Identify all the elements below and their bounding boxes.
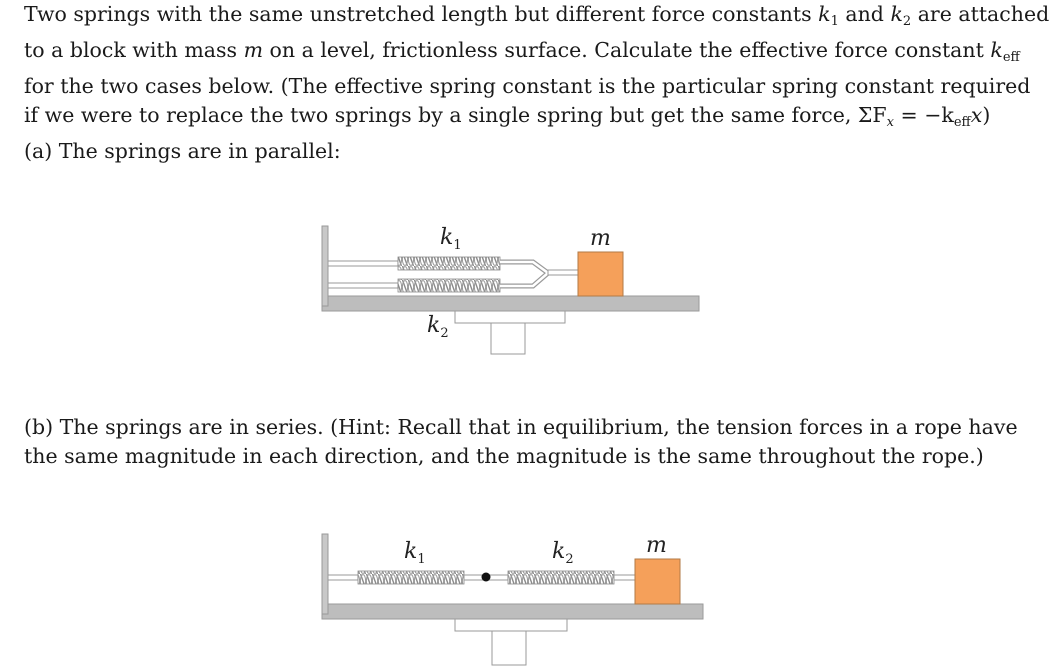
fig-a-wall	[322, 226, 328, 306]
fig-a-k1-label: $k_1$	[440, 225, 462, 253]
fig-a-spring-k1	[398, 257, 500, 270]
fig-b-junction-dot	[482, 573, 491, 582]
fig-a-spring-k2	[398, 279, 500, 292]
fig-a-connector	[500, 262, 548, 286]
intro-line-3: for the two cases below. (The effective spring constant is the particular spring constant required	[24, 74, 1031, 98]
fig-a-k2-label: $k_2$	[427, 313, 449, 341]
fig-a-table-top	[455, 311, 565, 323]
fig-b-table-leg	[492, 631, 526, 665]
fig-b-table-top	[455, 619, 567, 631]
fig-a-table-leg	[491, 323, 525, 354]
fig-b-block	[635, 559, 680, 604]
fig-b-rod	[328, 575, 358, 580]
fig-a-block	[578, 252, 623, 296]
fig-a-link	[548, 270, 578, 275]
fig-b-wall	[322, 534, 328, 614]
fig-a-rod-top	[328, 261, 398, 266]
figure-a-parallel	[322, 225, 699, 354]
fig-a-rod-bottom	[328, 283, 398, 288]
fig-b-mass-label: m	[646, 533, 667, 558]
fig-a-surface	[322, 296, 699, 311]
fig-a-mass-label: m	[590, 226, 611, 251]
intro-line-1: Two springs with the same unstretched length but different force constants $k_1$ and $k_2$ are attached	[24, 2, 1049, 29]
fig-b-surface	[322, 604, 703, 619]
fig-b-spring-k1	[358, 571, 464, 584]
figure-b-series	[322, 533, 703, 665]
intro-line-4: if we were to replace the two springs by a single spring but get the same force, $\Sigma F_x = -k_{eff}x$)	[24, 103, 991, 130]
fig-b-k1-label: $k_1$	[404, 539, 426, 567]
fig-b-spring-k2	[508, 571, 614, 584]
part-b-line-2: the same magnitude in each direction, and the magnitude is the same throughout the rope.)	[24, 444, 984, 468]
fig-b-link-2	[614, 575, 635, 580]
fig-b-k2-label: $k_2$	[552, 539, 574, 567]
intro-line-2: to a block with mass m on a level, frictionless surface. Calculate the effective force constant $k_{eff}$	[24, 38, 1020, 65]
part-a-heading: (a) The springs are in parallel:	[24, 139, 341, 163]
part-b-line-1: (b) The springs are in series. (Hint: Recall that in equilibrium, the tension forces in a rope have	[24, 415, 1018, 439]
